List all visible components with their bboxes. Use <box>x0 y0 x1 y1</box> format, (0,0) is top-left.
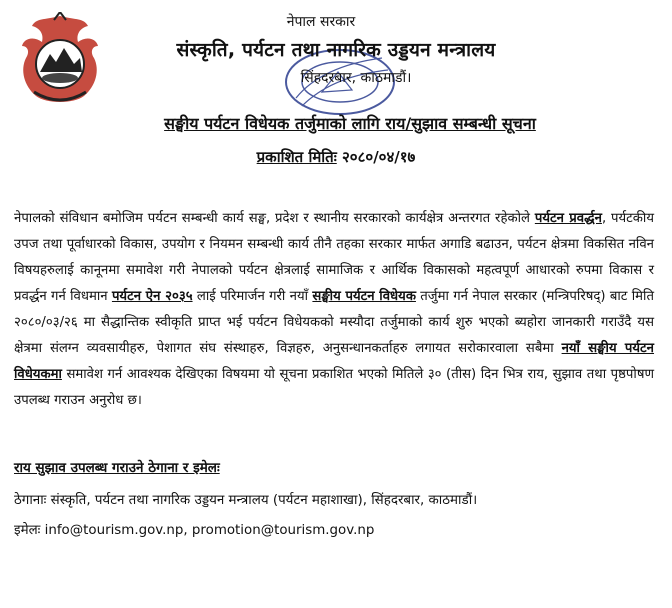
body-text: नेपालको संविधान बमोजिम पर्यटन सम्बन्धी कार्य सङ्घ, प्रदेश र स्थानीय सरकारको कार्यक्षेत्र अन्तरगत रहेकोले <box>14 211 535 226</box>
ministry-location: सिंहदरबार, काठमाडौं। <box>300 70 412 86</box>
government-name: नेपाल सरकार <box>286 14 356 30</box>
contact-heading: राय सुझाव उपलब्ध गराउने ठेगाना र इमेलः <box>14 460 220 476</box>
body-text: तर्जुमा गर्न नेपाल सरकार (मन्त्रिपरिषद्) बाट मिति २०८०/०३/२६ मा सैद्धान्तिक स्वीकृति प्राप्त भई पर्यटन विधेयकको मस्यौदा तर्जुमाको कार्य शुरु भएको ब्यहोरा जानकारी गराउँदै यस क्षेत्रमा संलग्न व्यवसायीहरु, पेशागत संघ संस्थाहरु, विज्ञहरु, अनुसन्धानकर्ताहरु लगायत सरोकारवाला सबैमा <box>14 289 654 356</box>
notice-body-paragraph <box>14 206 654 414</box>
address-value: संस्कृति, पर्यटन तथा नागरिक उड्डयन मन्त्रालय (पर्यटन महाशाखा), सिंहदरबार, काठमाडौं। <box>50 493 478 508</box>
body-highlight-federal-bill: सङ्घीय पर्यटन विधेयक <box>312 289 416 304</box>
contact-email-line <box>14 520 374 538</box>
contact-address-line <box>14 490 477 508</box>
notice-title: सङ्घीय पर्यटन विधेयक तर्जुमाको लागि राय/सुझाव सम्बन्धी सूचना <box>164 114 536 133</box>
body-text: , पर्यटकीय उपज तथा पूर्वाधारको विकास, उपयोग र नियमन सम्बन्धी कार्य तीनै तहका सरकार मार्फत अगाडि बढाउन, पर्यटन क्षेत्रमा विकसित नविन विषयहरुलाई कानूनमा समावेश गरी नेपालको पर्यटन क्षेत्रलाई सामाजिक र आर्थिक विकासको महत्वपूर्ण आधारको रुपमा विकास र प्रवर्द्धन गर्न विधमान <box>14 211 654 304</box>
body-text: लाई परिमार्जन गरी नयाँ <box>192 289 313 304</box>
published-date-value: २०८०/०४/१७ <box>342 148 416 166</box>
email-label: इमेलः <box>14 523 41 538</box>
email-separator: , <box>183 523 192 538</box>
body-highlight-tourism-act: पर्यटन ऐन २०३५ <box>111 289 193 304</box>
email-link-info[interactable]: info@tourism.gov.np <box>44 523 184 538</box>
address-label: ठेगानाः <box>14 493 47 508</box>
email-link-promotion[interactable]: promotion@tourism.gov.np <box>191 523 375 538</box>
published-date-line <box>0 147 672 167</box>
published-date-label: प्रकाशित मितिः <box>256 148 337 166</box>
ministry-name: संस्कृति, पर्यटन तथा नागरिक उड्डयन मन्त्रालय <box>176 39 496 61</box>
body-highlight-new-federal-bill: नयाँ सङ्घीय पर्यटन विधेयकमा <box>14 341 655 382</box>
body-text: समावेश गर्न आवश्यक देखिएका विषयमा यो सूचना प्रकाशित भएको मितिले ३० (तीस) दिन भित्र राय, सुझाव तथा पृष्ठपोषण उपलब्ध गराउन अनुरोध छ। <box>14 367 654 408</box>
body-highlight-tourism-promotion: पर्यटन प्रवर्द्धन <box>534 211 602 226</box>
